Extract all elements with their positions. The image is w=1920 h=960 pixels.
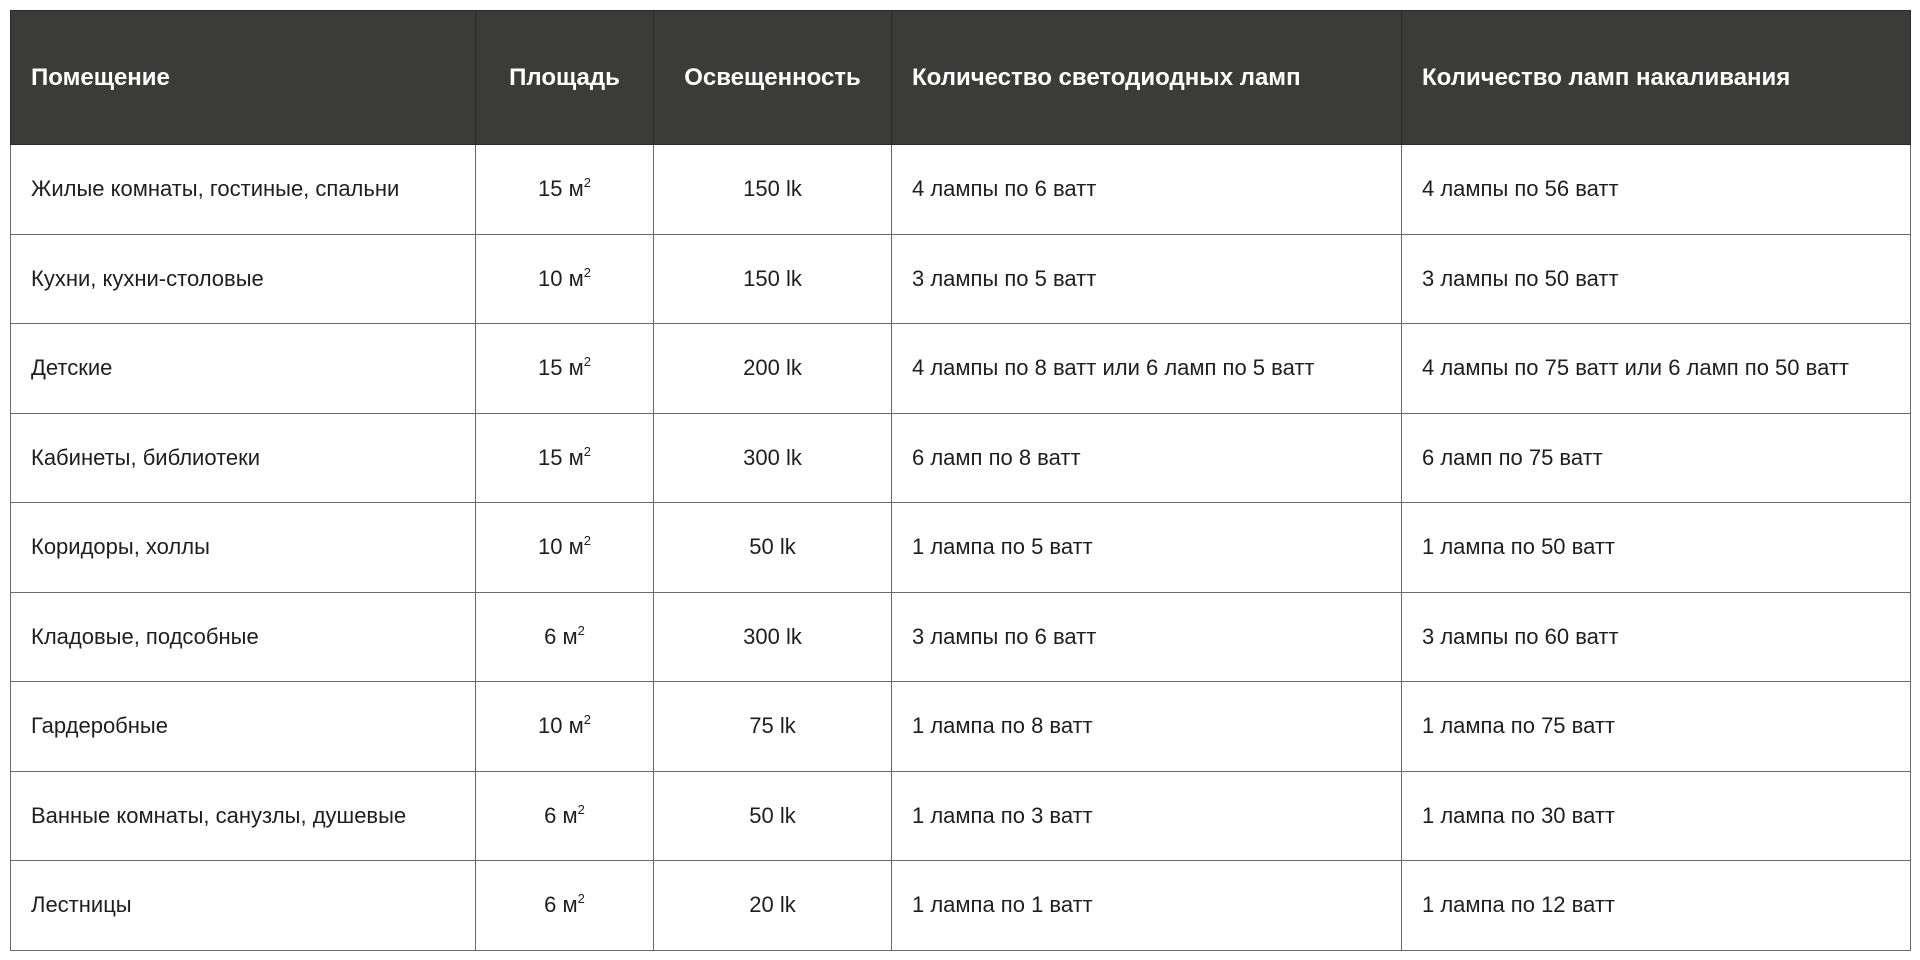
cell-incandescent-lamps: 3 лампы по 50 ватт [1402,234,1911,324]
cell-led-lamps: 6 ламп по 8 ватт [892,413,1402,503]
lighting-table [10,10,1911,951]
cell-illuminance: 300 lk [654,592,892,682]
area-unit: м [568,444,584,470]
cell-room: Кладовые, подсобные [11,592,476,682]
table-body [11,145,1911,951]
cell-illuminance: 50 lk [654,503,892,593]
header-led-lamps: Количество светодиодных ламп [892,11,1402,145]
cell-led-lamps: 1 лампа по 5 ватт [892,503,1402,593]
header-area: Площадь [476,11,654,145]
area-unit: м [568,355,584,381]
cell-illuminance: 50 lk [654,771,892,861]
cell-area [476,234,654,324]
area-value: 15 [538,176,563,202]
area-value: 6 [544,623,557,649]
table-row [11,771,1911,861]
cell-room: Кухни, кухни-столовые [11,234,476,324]
cell-incandescent-lamps: 4 лампы по 75 ватт или 6 ламп по 50 ватт [1402,324,1911,414]
cell-led-lamps: 1 лампа по 3 ватт [892,771,1402,861]
area-value: 15 [538,355,563,381]
area-value: 10 [538,265,563,291]
cell-area [476,324,654,414]
area-unit-power: 2 [583,533,591,549]
area-value: 6 [544,802,557,828]
area-value: 10 [538,713,563,739]
area-unit: м [568,176,584,202]
table-row [11,592,1911,682]
cell-led-lamps: 4 лампы по 8 ватт или 6 ламп по 5 ватт [892,324,1402,414]
area-unit: м [568,713,584,739]
cell-incandescent-lamps: 1 лампа по 12 ватт [1402,861,1911,951]
cell-led-lamps: 1 лампа по 1 ватт [892,861,1402,951]
area-unit-power: 2 [583,443,591,459]
cell-incandescent-lamps: 1 лампа по 30 ватт [1402,771,1911,861]
area-value: 15 [538,444,563,470]
cell-area [476,592,654,682]
cell-incandescent-lamps: 4 лампы по 56 ватт [1402,145,1911,235]
cell-illuminance: 300 lk [654,413,892,503]
cell-room: Ванные комнаты, санузлы, душевые [11,771,476,861]
cell-area [476,682,654,772]
area-unit-power: 2 [583,264,591,280]
cell-area [476,145,654,235]
cell-led-lamps: 4 лампы по 6 ватт [892,145,1402,235]
area-value: 6 [544,892,557,918]
cell-incandescent-lamps: 3 лампы по 60 ватт [1402,592,1911,682]
cell-room: Гардеробные [11,682,476,772]
cell-room: Жилые комнаты, гостиные, спальни [11,145,476,235]
area-unit: м [562,802,578,828]
table-header [11,11,1911,145]
area-unit: м [568,534,584,560]
cell-led-lamps: 1 лампа по 8 ватт [892,682,1402,772]
cell-incandescent-lamps: 1 лампа по 75 ватт [1402,682,1911,772]
area-unit: м [568,265,584,291]
cell-illuminance: 150 lk [654,234,892,324]
cell-room: Детские [11,324,476,414]
area-value: 10 [538,534,563,560]
cell-room: Лестницы [11,861,476,951]
area-unit-power: 2 [577,891,585,907]
area-unit-power: 2 [583,354,591,370]
header-room: Помещение [11,11,476,145]
cell-room: Коридоры, холлы [11,503,476,593]
cell-illuminance: 75 lk [654,682,892,772]
header-row [11,11,1911,145]
lighting-table-container [10,10,1910,951]
area-unit-power: 2 [583,712,591,728]
cell-area [476,861,654,951]
cell-area [476,771,654,861]
cell-room: Кабинеты, библиотеки [11,413,476,503]
area-unit: м [562,892,578,918]
area-unit-power: 2 [577,622,585,638]
area-unit-power: 2 [583,175,591,191]
area-unit: м [562,623,578,649]
cell-incandescent-lamps: 1 лампа по 50 ватт [1402,503,1911,593]
cell-incandescent-lamps: 6 ламп по 75 ватт [1402,413,1911,503]
table-row [11,861,1911,951]
cell-led-lamps: 3 лампы по 5 ватт [892,234,1402,324]
table-row [11,503,1911,593]
cell-illuminance: 150 lk [654,145,892,235]
table-row [11,682,1911,772]
cell-illuminance: 20 lk [654,861,892,951]
cell-area [476,413,654,503]
table-row [11,234,1911,324]
header-illuminance: Освещенность [654,11,892,145]
cell-area [476,503,654,593]
cell-led-lamps: 3 лампы по 6 ватт [892,592,1402,682]
area-unit-power: 2 [577,801,585,817]
cell-illuminance: 200 lk [654,324,892,414]
table-row [11,145,1911,235]
table-row [11,324,1911,414]
header-incandescent-lamps: Количество ламп накаливания [1402,11,1911,145]
table-row [11,413,1911,503]
